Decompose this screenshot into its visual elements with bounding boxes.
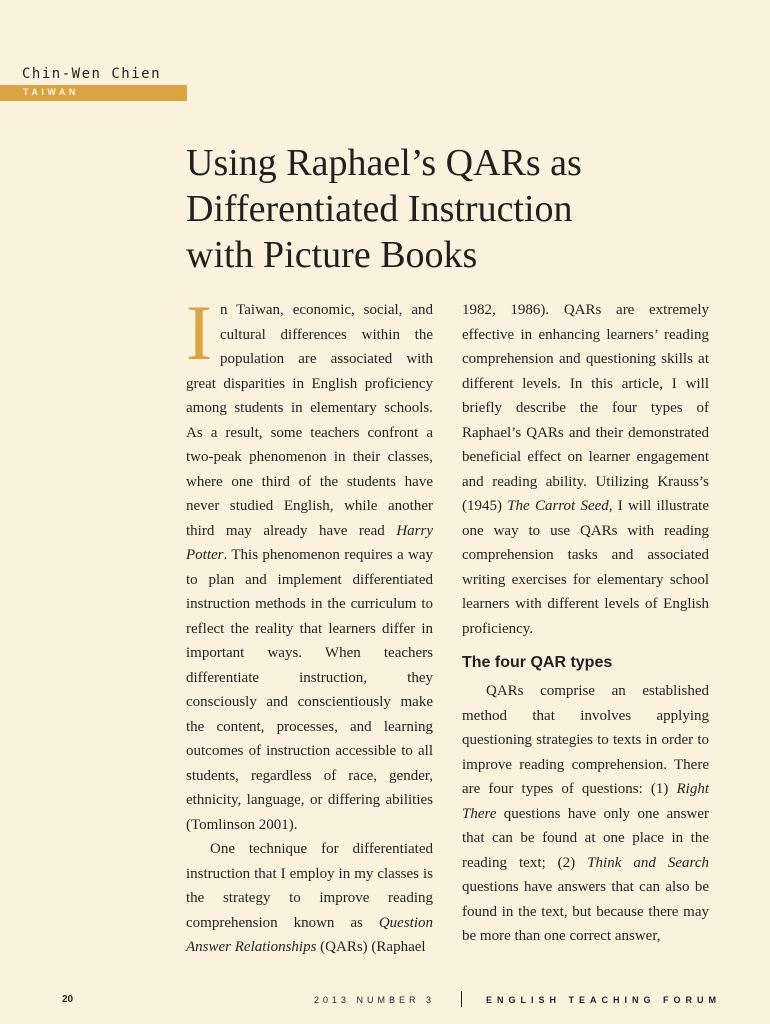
p1-italic-title: Harry Potter (186, 522, 433, 563)
footer-divider (461, 991, 462, 1007)
paragraph-2 (186, 837, 433, 960)
page-number: 20 (62, 994, 74, 1005)
p2-text-b: (QARs) (Raphael (316, 939, 426, 955)
article-title (186, 140, 726, 278)
p2-text-c: , I will illustrate one way to use QARs with reading comprehension tasks and associated writing exercises for elementary school learners with different levels of English proficiency. (462, 498, 709, 637)
p2-text-a: One technique for differentiated instruction that I employ in my classes is the strategy to improve reading comprehension known as (186, 841, 433, 931)
title-line-1: Using Raphael’s QARs as (186, 142, 582, 184)
text-column-left (186, 289, 433, 960)
p3-italic-type-1: Right There (462, 781, 709, 822)
p3-text-c: questions have answers that can also be found in the text, but because there may be more than one correct answer, (462, 879, 709, 944)
p1-text-b: . This phenomenon requires a way to plan and implement differentiated instruction methods in the curriculum to reflect the reality that learners differ in important ways. When teachers differentiate instruction, they consciously and conscientiously make the content, processes, and learning outcomes of instruction accessible to all students, regardless of race, gender, ethnicity, language, or differing abilities (Tomlinson 2001). (186, 547, 433, 833)
p2-italic-book: The Carrot Seed (507, 498, 609, 514)
title-line-2: Differentiated Instruction (186, 188, 573, 230)
p3-text-a: QARs comprise an established method that involves applying questioning strategies to texts in order to improve reading comprehension. There are four types of questions: (1) (462, 683, 709, 797)
issue-info: 2013 NUMBER 3 (314, 995, 436, 1005)
journal-name: ENGLISH TEACHING FORUM (486, 995, 721, 1005)
drop-cap: I (186, 289, 212, 376)
p3-italic-type-2: Think and Search (587, 854, 709, 871)
author-name: Chin-Wen Chien (22, 66, 162, 82)
text-column-right (462, 298, 709, 949)
country-label: TAIWAN (23, 87, 79, 97)
paragraph-3 (462, 679, 709, 949)
paragraph-1 (186, 289, 433, 837)
title-line-3: with Picture Books (186, 234, 478, 276)
p2-text-b: 1982, 1986). QARs are extremely effective in enhancing learners’ reading comprehension and questioning skills at different levels. In this article, I will briefly describe the four types of Raphael’s QARs and their demonstrated beneficial effect on learner engagement and reading ability. Utilizing Krauss’s (1945) (462, 302, 709, 514)
p1-text-a: n Taiwan, economic, social, and cultural differences within the population are associated with great disparities in English proficiency among students in elementary schools. As a result, some teachers confront a two-peak phenomenon in their classes, where one third of the students have never studied English, while another third may already have read (186, 302, 433, 539)
paragraph-2-continued (462, 298, 709, 641)
page-footer (0, 994, 770, 1010)
p2-italic-term: Question Answer Relationships (186, 914, 433, 955)
p3-text-b: questions have only one answer that can be found at one place in the reading text; (2) (462, 805, 709, 871)
section-heading: The four QAR types (462, 654, 613, 671)
